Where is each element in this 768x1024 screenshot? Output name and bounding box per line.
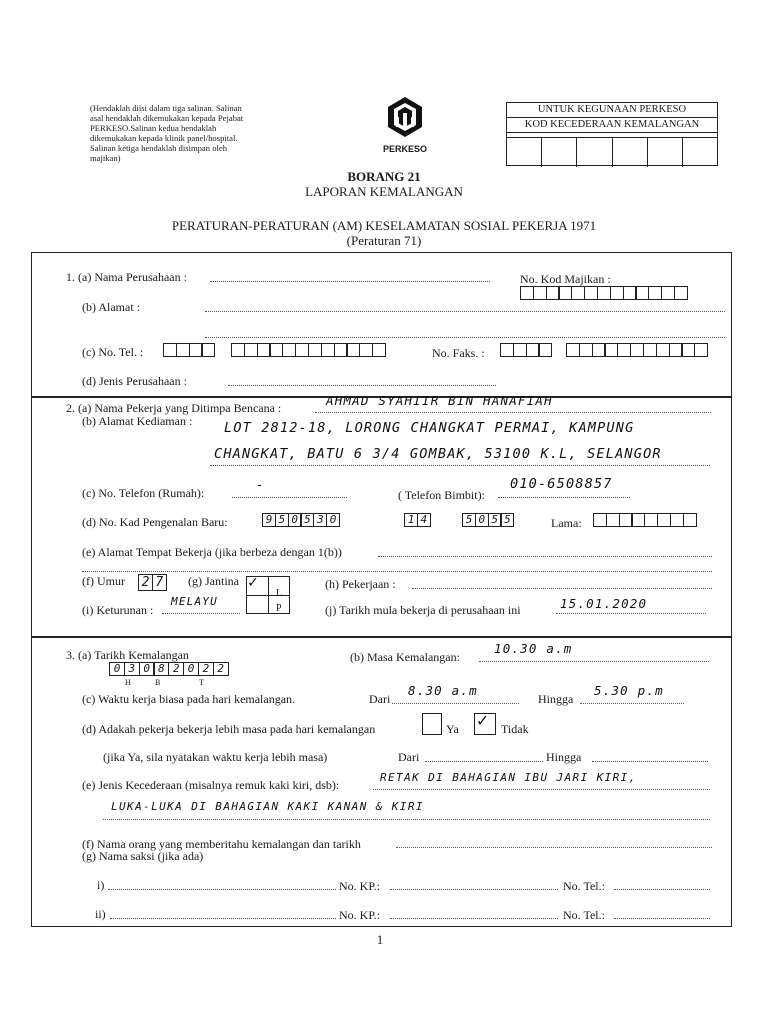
gender-label: (g) Jantina (188, 574, 239, 588)
overtime-no-label: Tidak (501, 722, 529, 736)
office-use-title: UNTUK KEGUNAAN PERKESO (507, 103, 717, 118)
home-address-label: (b) Alamat Kediaman : (82, 414, 193, 428)
workplace-field[interactable] (378, 556, 712, 557)
mobile-value[interactable]: 010-6508857 (510, 476, 613, 492)
ic-label: (d) No. Kad Pengenalan Baru: (82, 515, 228, 529)
work-to-label: Hingga (538, 692, 574, 706)
overtime-from-field[interactable] (425, 761, 543, 762)
instruction-line: dikemukakan kepada klinik panel/hospital. (90, 133, 238, 143)
witness2-kp-field[interactable] (390, 918, 558, 919)
ic-digit: 0 (475, 513, 489, 527)
business-type-field[interactable] (228, 385, 496, 386)
ic-digit: 0 (326, 513, 340, 527)
logo-text: PERKESO (382, 144, 427, 154)
date-digit: 0 (183, 662, 199, 676)
ic-digit: 4 (417, 513, 431, 527)
worker-name-label: 2. (a) Nama Pekerja yang Ditimpa Bencana : (66, 401, 282, 415)
date-digit: 0 (109, 662, 125, 676)
injury-line1 (373, 789, 710, 790)
witness1-kp-label: No. KP.: (339, 879, 381, 893)
work-from-label: Dari (369, 692, 391, 706)
witness2-index: ii) (95, 907, 106, 921)
witness2-tel-label: No. Tel.: (563, 908, 605, 922)
gender-check-mark: ✓ (248, 572, 259, 591)
date-digit: 8 (153, 662, 169, 676)
worker-name-line (315, 412, 711, 413)
injury-label: (e) Jenis Kecederaan (misalnya remuk kaki kiri, dsb): (82, 778, 340, 792)
code-cell[interactable] (577, 137, 612, 167)
address-line1-value[interactable]: LOT 2812-18, LORONG CHANGKAT PERMAI, KAMPUNG (224, 420, 635, 436)
start-date-label: (j) Tarikh mula bekerja di perusahaan ini (325, 603, 521, 617)
fax-number-boxes[interactable] (566, 343, 707, 357)
overtime-to-field[interactable] (592, 761, 708, 762)
ic-digit: 5 (462, 513, 476, 527)
phone-label: (c) No. Tel. : (82, 345, 144, 359)
month-label: B (155, 678, 161, 687)
form-title: LAPORAN KEMALANGAN (305, 184, 463, 199)
age-digit: 7 (152, 574, 167, 591)
accident-time-line (479, 661, 709, 662)
race-line (162, 613, 240, 614)
address-line2-line (210, 465, 710, 466)
injury-line2 (103, 819, 710, 820)
accident-time-label: (b) Masa Kemalangan: (350, 650, 460, 664)
ic-digit: 0 (288, 513, 302, 527)
address-line2-value[interactable]: CHANGKAT, BATU 6 3/4 GOMBAK, 53100 K.L, SELANGOR (214, 446, 662, 462)
business-type-label: (d) Jenis Perusahaan : (82, 374, 187, 388)
form-number: BORANG 21 (347, 169, 421, 184)
company-name-label: 1. (a) Nama Perusahaan : (66, 270, 187, 284)
ic-digit: 5 (275, 513, 289, 527)
date-digit: 2 (168, 662, 184, 676)
instruction-line: majikan) (90, 153, 121, 163)
overtime-to-label: Hingga (546, 750, 582, 764)
witness1-tel-label: No. Tel.: (563, 879, 605, 893)
witness1-kp-field[interactable] (390, 889, 558, 890)
overtime-no-mark: ✓ (477, 710, 490, 731)
code-cell[interactable] (648, 137, 683, 167)
workplace-label: (e) Alamat Tempat Bekerja (jika berbeza dengan 1(b)) (82, 545, 342, 559)
ic-part2-boxes[interactable] (404, 513, 430, 527)
overtime-label: (d) Adakah pekerja bekerja lebih masa pada hari kemalangan (82, 722, 376, 736)
gender-divider (268, 577, 269, 613)
ic-part1-boxes[interactable] (262, 513, 339, 527)
witness2-name-field[interactable] (110, 918, 336, 919)
accident-date-boxes[interactable] (109, 662, 228, 676)
regulation-ref: (Peraturan 71) (346, 233, 422, 248)
perkeso-logo (382, 95, 428, 155)
ic-digit: 5 (500, 513, 514, 527)
ic-digit: 9 (262, 513, 276, 527)
fax-area-boxes[interactable] (500, 343, 551, 357)
overtime-yes-checkbox[interactable] (422, 713, 442, 735)
home-phone-value[interactable]: - (256, 477, 265, 492)
address-field-line2[interactable] (205, 337, 725, 338)
age-boxes[interactable] (138, 574, 166, 591)
witness2-tel-field[interactable] (614, 918, 710, 919)
work-hours-label: (c) Waktu kerja biasa pada hari kemalangan. (82, 692, 296, 706)
old-ic-label: Lama: (551, 516, 582, 530)
address-label: (b) Alamat : (82, 300, 140, 314)
mobile-line (498, 497, 630, 498)
occupation-label: (h) Pekerjaan : (325, 577, 396, 591)
day-label: H (125, 678, 131, 687)
work-from-line (392, 703, 519, 704)
injury-value-line2[interactable]: LUKA-LUKA DI BAHAGIAN KAKI KANAN & KIRI (111, 800, 424, 813)
mobile-label: ( Telefon Bimbit): (398, 488, 485, 502)
worker-name-value[interactable]: AHMAD SYAHIIR BIN HANAFIAH (326, 393, 553, 408)
accident-date-label: 3. (a) Tarikh Kemalangan (66, 648, 189, 662)
ic-part3-boxes[interactable] (462, 513, 513, 527)
phone-area-boxes[interactable] (163, 343, 214, 357)
date-digit: 0 (139, 662, 155, 676)
race-label: (i) Keturunan : (82, 603, 154, 617)
instructions-note (90, 103, 308, 163)
old-ic-boxes[interactable] (593, 513, 696, 527)
fax-label: No. Faks. : (432, 346, 485, 360)
start-date-value[interactable]: 15.01.2020 (560, 596, 648, 611)
witness1-tel-field[interactable] (614, 889, 710, 890)
start-date-line (556, 613, 706, 614)
witness1-index: i) (97, 878, 105, 892)
instruction-line: asal hendaklah dikemukakan kepada Pejabat (90, 113, 244, 123)
accident-time-value[interactable]: 10.30 a.m (494, 641, 573, 656)
occupation-field[interactable] (412, 588, 712, 589)
date-digit: 2 (198, 662, 214, 676)
date-digit: 3 (124, 662, 140, 676)
page-number: 1 (376, 932, 384, 947)
gender-male-label: L (276, 588, 283, 599)
ic-digit: 5 (488, 513, 502, 527)
employer-code-boxes[interactable] (520, 286, 687, 300)
notifier-label: (f) Nama orang yang memberitahu kemalangan dan tarikh (82, 837, 361, 851)
code-cell[interactable] (542, 137, 577, 167)
ic-digit: 3 (313, 513, 327, 527)
office-use-subtitle: KOD KECEDERAAN KEMALANGAN (507, 118, 717, 133)
code-cell[interactable] (683, 137, 717, 167)
regulation-title: PERATURAN-PERATURAN (AM) KESELAMATAN SOSIAL PEKERJA 1971 (171, 218, 597, 233)
witness-label: (g) Nama saksi (jika ada) (82, 849, 204, 863)
overtime-note: (jika Ya, sila nyatakan waktu kerja lebih masa) (103, 750, 328, 764)
workplace-field-line2[interactable] (82, 571, 712, 572)
company-name-field[interactable] (210, 281, 490, 282)
age-digit: 2 (138, 574, 153, 591)
code-cell[interactable] (507, 137, 542, 167)
phone-number-boxes[interactable] (231, 343, 385, 357)
year-label: T (199, 678, 204, 687)
office-use-box (506, 102, 718, 166)
gender-female-label: P (276, 603, 282, 614)
perkeso-logo-icon (382, 95, 428, 139)
code-cell[interactable] (613, 137, 648, 167)
work-to-line (580, 703, 684, 704)
witness2-kp-label: No. KP.: (339, 908, 381, 922)
injury-code-cells (507, 137, 717, 167)
ic-digit: 1 (404, 513, 418, 527)
work-from-value[interactable]: 8.30 a.m (408, 683, 478, 698)
ic-digit: 5 (300, 513, 314, 527)
overtime-yes-label: Ya (446, 722, 459, 736)
instruction-line: (Hendaklah diisi dalam tiga salinan. Salinan (90, 103, 242, 113)
home-phone-line (232, 497, 347, 498)
instruction-line: Salinan ketiga hendaklah disimpan oleh (90, 143, 227, 153)
age-label: (f) Umur (82, 574, 125, 588)
instruction-line: PERKESO.Salinan kedua hendaklah (90, 123, 217, 133)
home-phone-label: (c) No. Telefon (Rumah): (82, 486, 205, 500)
witness1-name-field[interactable] (108, 889, 336, 890)
injury-value-line1[interactable]: RETAK DI BAHAGIAN IBU JARI KIRI, (380, 771, 637, 784)
date-digit: 2 (213, 662, 229, 676)
race-value[interactable]: MELAYU (171, 595, 218, 608)
overtime-from-label: Dari (398, 750, 420, 764)
notifier-field[interactable] (396, 847, 712, 848)
address-field-line1[interactable] (205, 311, 725, 312)
employer-code-label: No. Kod Majikan : (520, 272, 611, 286)
work-to-value[interactable]: 5.30 p.m (594, 683, 664, 698)
